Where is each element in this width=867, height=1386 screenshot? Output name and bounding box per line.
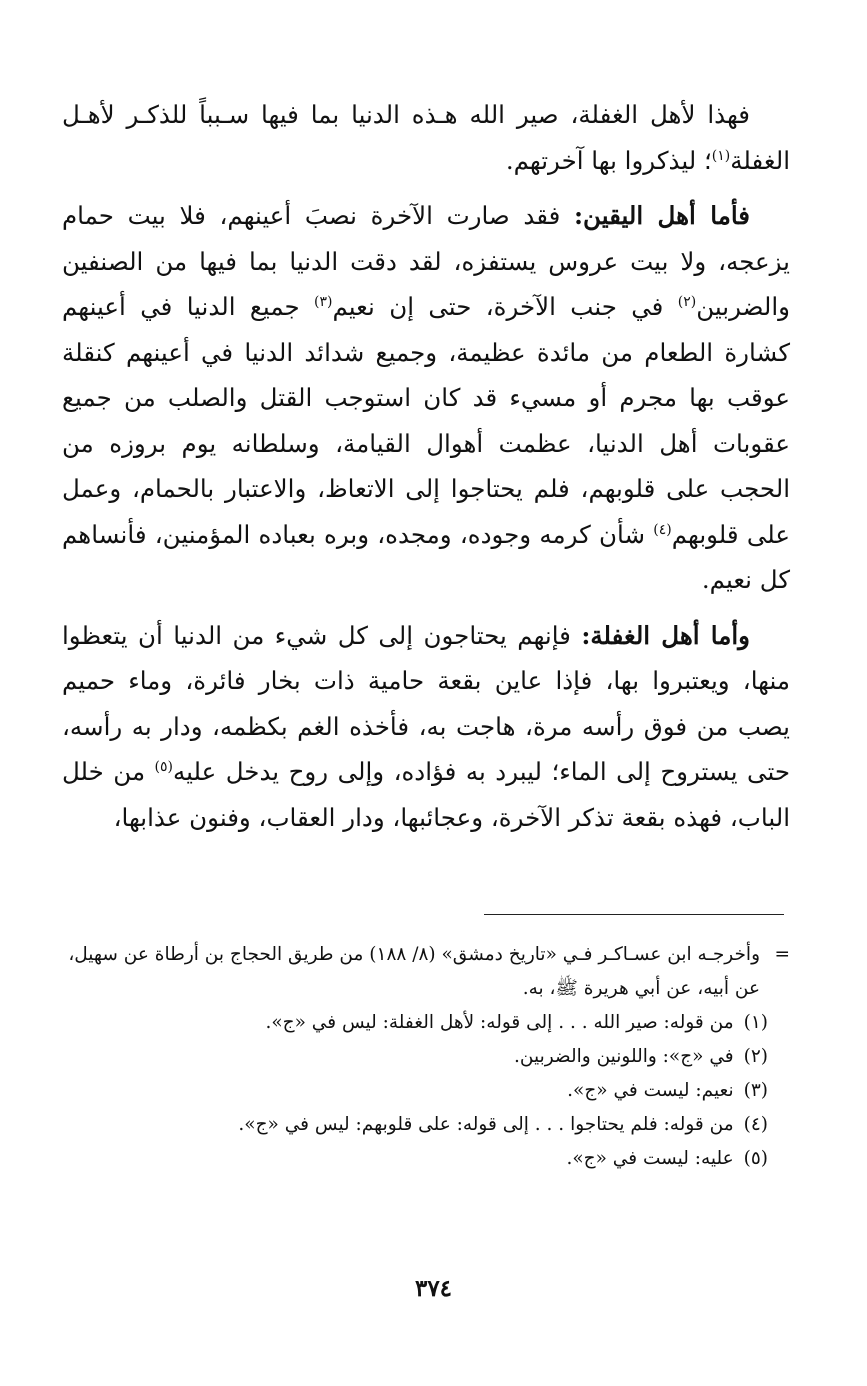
footnote-text: من قوله: فلم يحتاجوا . . . إلى قوله: على قلوبهم: ليس في «ج». [238, 1114, 734, 1135]
paragraph-lead: فأما أهل اليقين: [574, 201, 750, 230]
footnote-ref-4: (٤) [653, 521, 672, 538]
footnotes [62, 938, 790, 1176]
main-text [62, 92, 790, 850]
paragraph-text: فإنهم يحتاجون إلى كل شيء من الدنيا أن يتعظوا منها، ويعتبروا بها، فإذا عاين بقعة حامية ذات بخار فائرة، وماء حميم يصب من فوق رأسه مرة، هاجت به، فأخذه الغم بكظمه، ودار به رأسه، حتى يستروح إلى الماء؛ ليبرد به فؤاده، وإلى روح يدخل عليه [62, 620, 790, 786]
footnote-5 [62, 1142, 790, 1176]
footnote-text: وأخرجـه ابن عسـاكـر فـي «تاريخ دمشق» (٨/ ١٨٨) من طريق الحجاج بن أرطاة عن سهيل، عن أبيه، عن أبي هريرة ﷺ، به. [68, 944, 760, 999]
paragraph-3 [62, 613, 790, 841]
footnote-1 [62, 1006, 790, 1040]
footnote-number: (٤) [743, 1114, 768, 1135]
footnote-text: من قوله: صير الله . . . إلى قوله: لأهل الغفلة: ليس في «ج». [265, 1012, 734, 1033]
footnote-ref-2: (٢) [677, 293, 697, 310]
paragraph-2 [62, 193, 790, 603]
paragraph-text: شأن كرمه وجوده، ومجده، وبره بعباده المؤمنين، فأنساهم كل نعيم. [62, 519, 790, 594]
footnote-text: عليه: ليست في «ج». [566, 1148, 734, 1169]
footnote-number: (٣) [743, 1080, 768, 1101]
paragraph-1 [62, 92, 790, 183]
paragraph-text: فقد صارت الآخرة نصبَ أعينهم، فلا بيت حمام يزعجه، ولا بيت عروس يستفزه، لقد دقت الدنيا بما فيها من الصنفين والضربين [62, 201, 790, 321]
page-number: ٣٧٤ [414, 1275, 453, 1302]
footnote-continuation [62, 938, 790, 1006]
footnote-number: (٢) [743, 1046, 768, 1067]
paragraph-text: جميع الدنيا في أعينهم كشارة الطعام من مائدة عظيمة، وجميع شدائد الدنيا في أعينهم كنقلة عوقب بها مجرم أو مسيء قد كان استوجب القتل والصلب من جميع عقوبات أهل الدنيا، عظمت أهوال القيامة، وسلطانه يوم بروزه من الحجب على قلوبهم، فلم يحتاجوا إلى الاتعاظ، والاعتبار بالحمام، وعمل على قلوبهم [62, 292, 790, 549]
footnote-text: نعيم: ليست في «ج». [567, 1080, 734, 1101]
paragraph-text: فهذا لأهل الغفلة، صير الله هـذه الدنيا بما فيها سـبباً للذكـر لأهـل الغفلة [62, 100, 790, 175]
footnote-text: في «ج»: واللونين والضربين. [514, 1046, 734, 1067]
footnote-ref-5: (٥) [154, 758, 174, 775]
footnote-2 [62, 1040, 790, 1074]
footnote-divider [484, 914, 784, 915]
footnote-ref-1: (١) [711, 147, 731, 164]
paragraph-text: في جنب الآخرة، حتى إن نعيم [332, 292, 678, 321]
footnote-number: (١) [743, 1012, 768, 1033]
footnote-ref-3: (٣) [314, 293, 333, 310]
continuation-mark: = [774, 944, 790, 965]
footnote-number: (٥) [743, 1148, 768, 1169]
footnote-4 [62, 1108, 790, 1142]
footnote-3 [62, 1074, 790, 1108]
paragraph-lead: وأما أهل الغفلة: [581, 620, 751, 650]
paragraph-text: من خلل الباب، فهذه بقعة تذكر الآخرة، وعجائبها، ودار العقاب، وفنون عذابها، [62, 757, 790, 832]
paragraph-text: ؛ ليذكروا بها آخرتهم. [505, 145, 712, 175]
